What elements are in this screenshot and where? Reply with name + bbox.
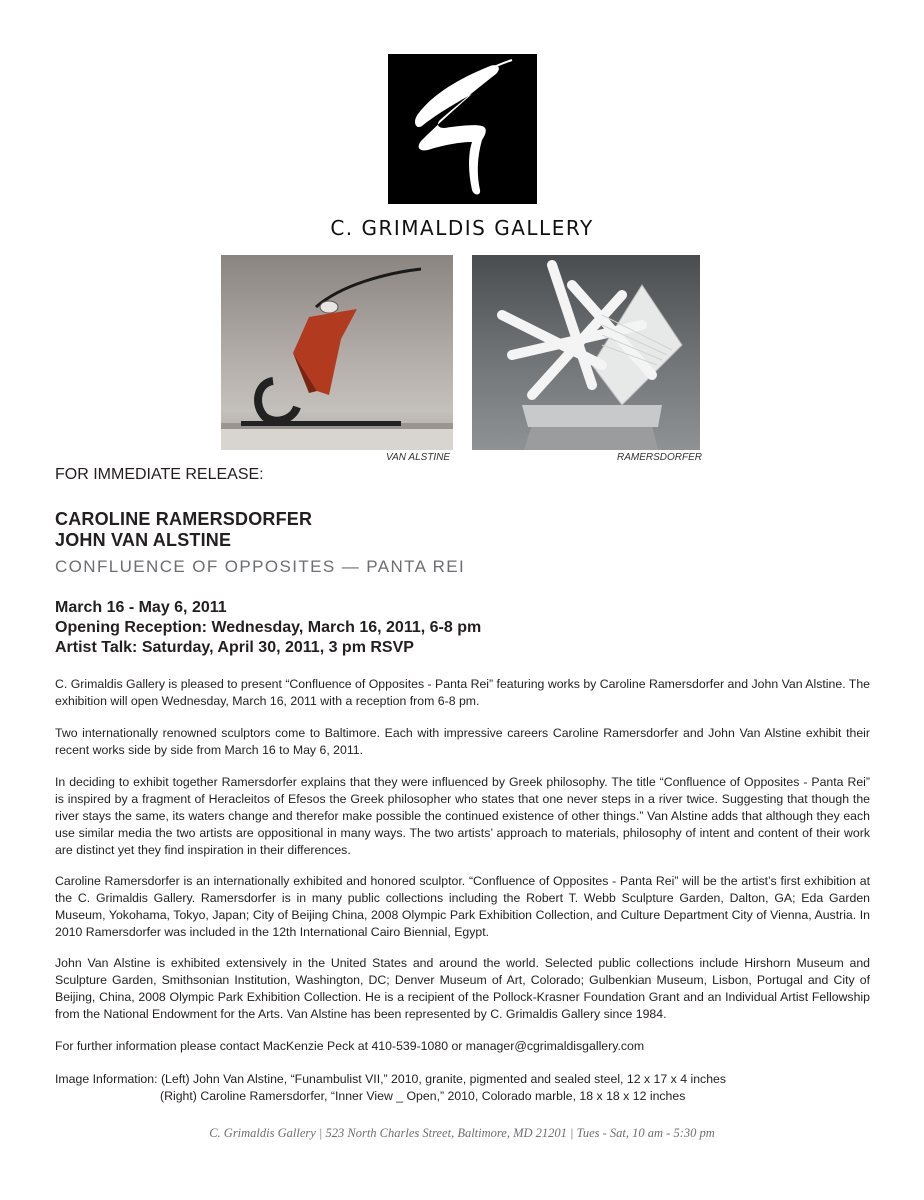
gallery-logo: [388, 54, 537, 204]
gallery-name: C. GRIMALDIS GALLERY: [330, 216, 594, 240]
left-image-caption: VAN ALSTINE: [386, 452, 451, 463]
exhibition-title: CONFLUENCE OF OPPOSITES — PANTA REI: [55, 557, 466, 576]
brushstroke-g-logo-icon: [388, 54, 537, 204]
intro-paragraph: C. Grimaldis Gallery is pleased to present “Confluence of Opposites - Panta Rei” featuring works by Caroline Ramersdorfer and John Van Alstine. The exhibition will open Wednesday, March 16, 2011 with a reception from 6-8 pm.: [55, 677, 870, 708]
ramersdorfer-sculpture-image: [472, 255, 700, 450]
right-image-caption: RAMERSDORFER: [617, 452, 703, 463]
philosophy-paragraph: In deciding to exhibit together Ramersdorfer explains that they were influenced by Greek philosophy. The title “Confluence of Opposites - Panta Rei” is inspired by a fragment of Heracleitos of Efesos the Greek philosopher who states that one never steps in a river twice. Suggesting that though the river stays the same, its waters change and therefor make possible the continued existence of other things.” Van Alstine adds that although they each use similar media the two artists are oppositional in many ways. The two artists’ approach to materials, philosophy of intent and content of their work are distinct yet they find inspiration in their differences.: [55, 775, 870, 857]
run-dates: March 16 - May 6, 2011: [55, 599, 227, 616]
exhibition-dates: [55, 598, 481, 658]
artist-name-ramersdorfer: CAROLINE RAMERSDORFER: [55, 509, 313, 529]
ramersdorfer-bio-paragraph: Caroline Ramersdorfer is an internationally exhibited and honored sculptor. “Confluence of Opposites - Panta Rei” will be the artist’s first exhibition at the C. Grimaldis Gallery. Ramersdorfer is in many public collections including the Robert T. Webb Sculpture Garden, Dalton, GA; Eda Garden Museum, Yokohama, Tokyo, Japan; City of Beijing China, 2008 Olympic Park Exhibition Collection, and Culture Department City of Vienna, Austria. In 2010 Ramersdorfer was included in the 12th International Cairo Biennial, Egypt.: [55, 874, 870, 939]
image-information: [55, 1071, 726, 1105]
footer-address: C. Grimaldis Gallery | 523 North Charles Street, Baltimore, MD 21201 | Tues - Sat, 10 am - 5:30 pm: [209, 1126, 715, 1140]
opening-reception: Opening Reception: Wednesday, March 16, 2011, 6-8 pm: [55, 619, 482, 636]
image-info-right: (Right) Caroline Ramersdorfer, “Inner View _ Open,” 2010, Colorado marble, 18 x 18 x 12 inches: [160, 1089, 686, 1103]
sculptors-paragraph: Two internationally renowned sculptors come to Baltimore. Each with impressive careers Caroline Ramersdorfer and John Van Alstine exhibit their recent works side by side from March 16 to May 6, 2011.: [55, 726, 870, 757]
artist-talk: Artist Talk: Saturday, April 30, 2011, 3 pm RSVP: [55, 639, 414, 656]
van-alstine-bio-paragraph: John Van Alstine is exhibited extensively in the United States and around the world. Selected public collections include Hirshorn Museum and Sculpture Garden, Smithsonian Institution, Washington, DC; Denver Museum of Art, Colorado; Gulbenkian Museum, Lisbon, Portugal and City of Beijing, China, 2008 Olympic Park Exhibition Collection. He is a recipient of the Pollock-Krasner Foundation Grant and an Individual Artist Fellowship from the National Endowment for the Arts. Van Alstine has been represented by C. Grimaldis Gallery since 1984.: [55, 956, 870, 1021]
image-info-left: Image Information: (Left) John Van Alstine, “Funambulist VII,” 2010, granite, pigmented and sealed steel, 12 x 17 x 4 inches: [55, 1072, 727, 1086]
release-label: FOR IMMEDIATE RELEASE:: [55, 466, 264, 483]
van-alstine-sculpture-image: [221, 255, 453, 450]
artist-name-van-alstine: JOHN VAN ALSTINE: [55, 530, 232, 550]
contact-paragraph: For further information please contact MacKenzie Peck at 410-539-1080 or manager@cgrimaldisgallery.com: [55, 1039, 645, 1053]
